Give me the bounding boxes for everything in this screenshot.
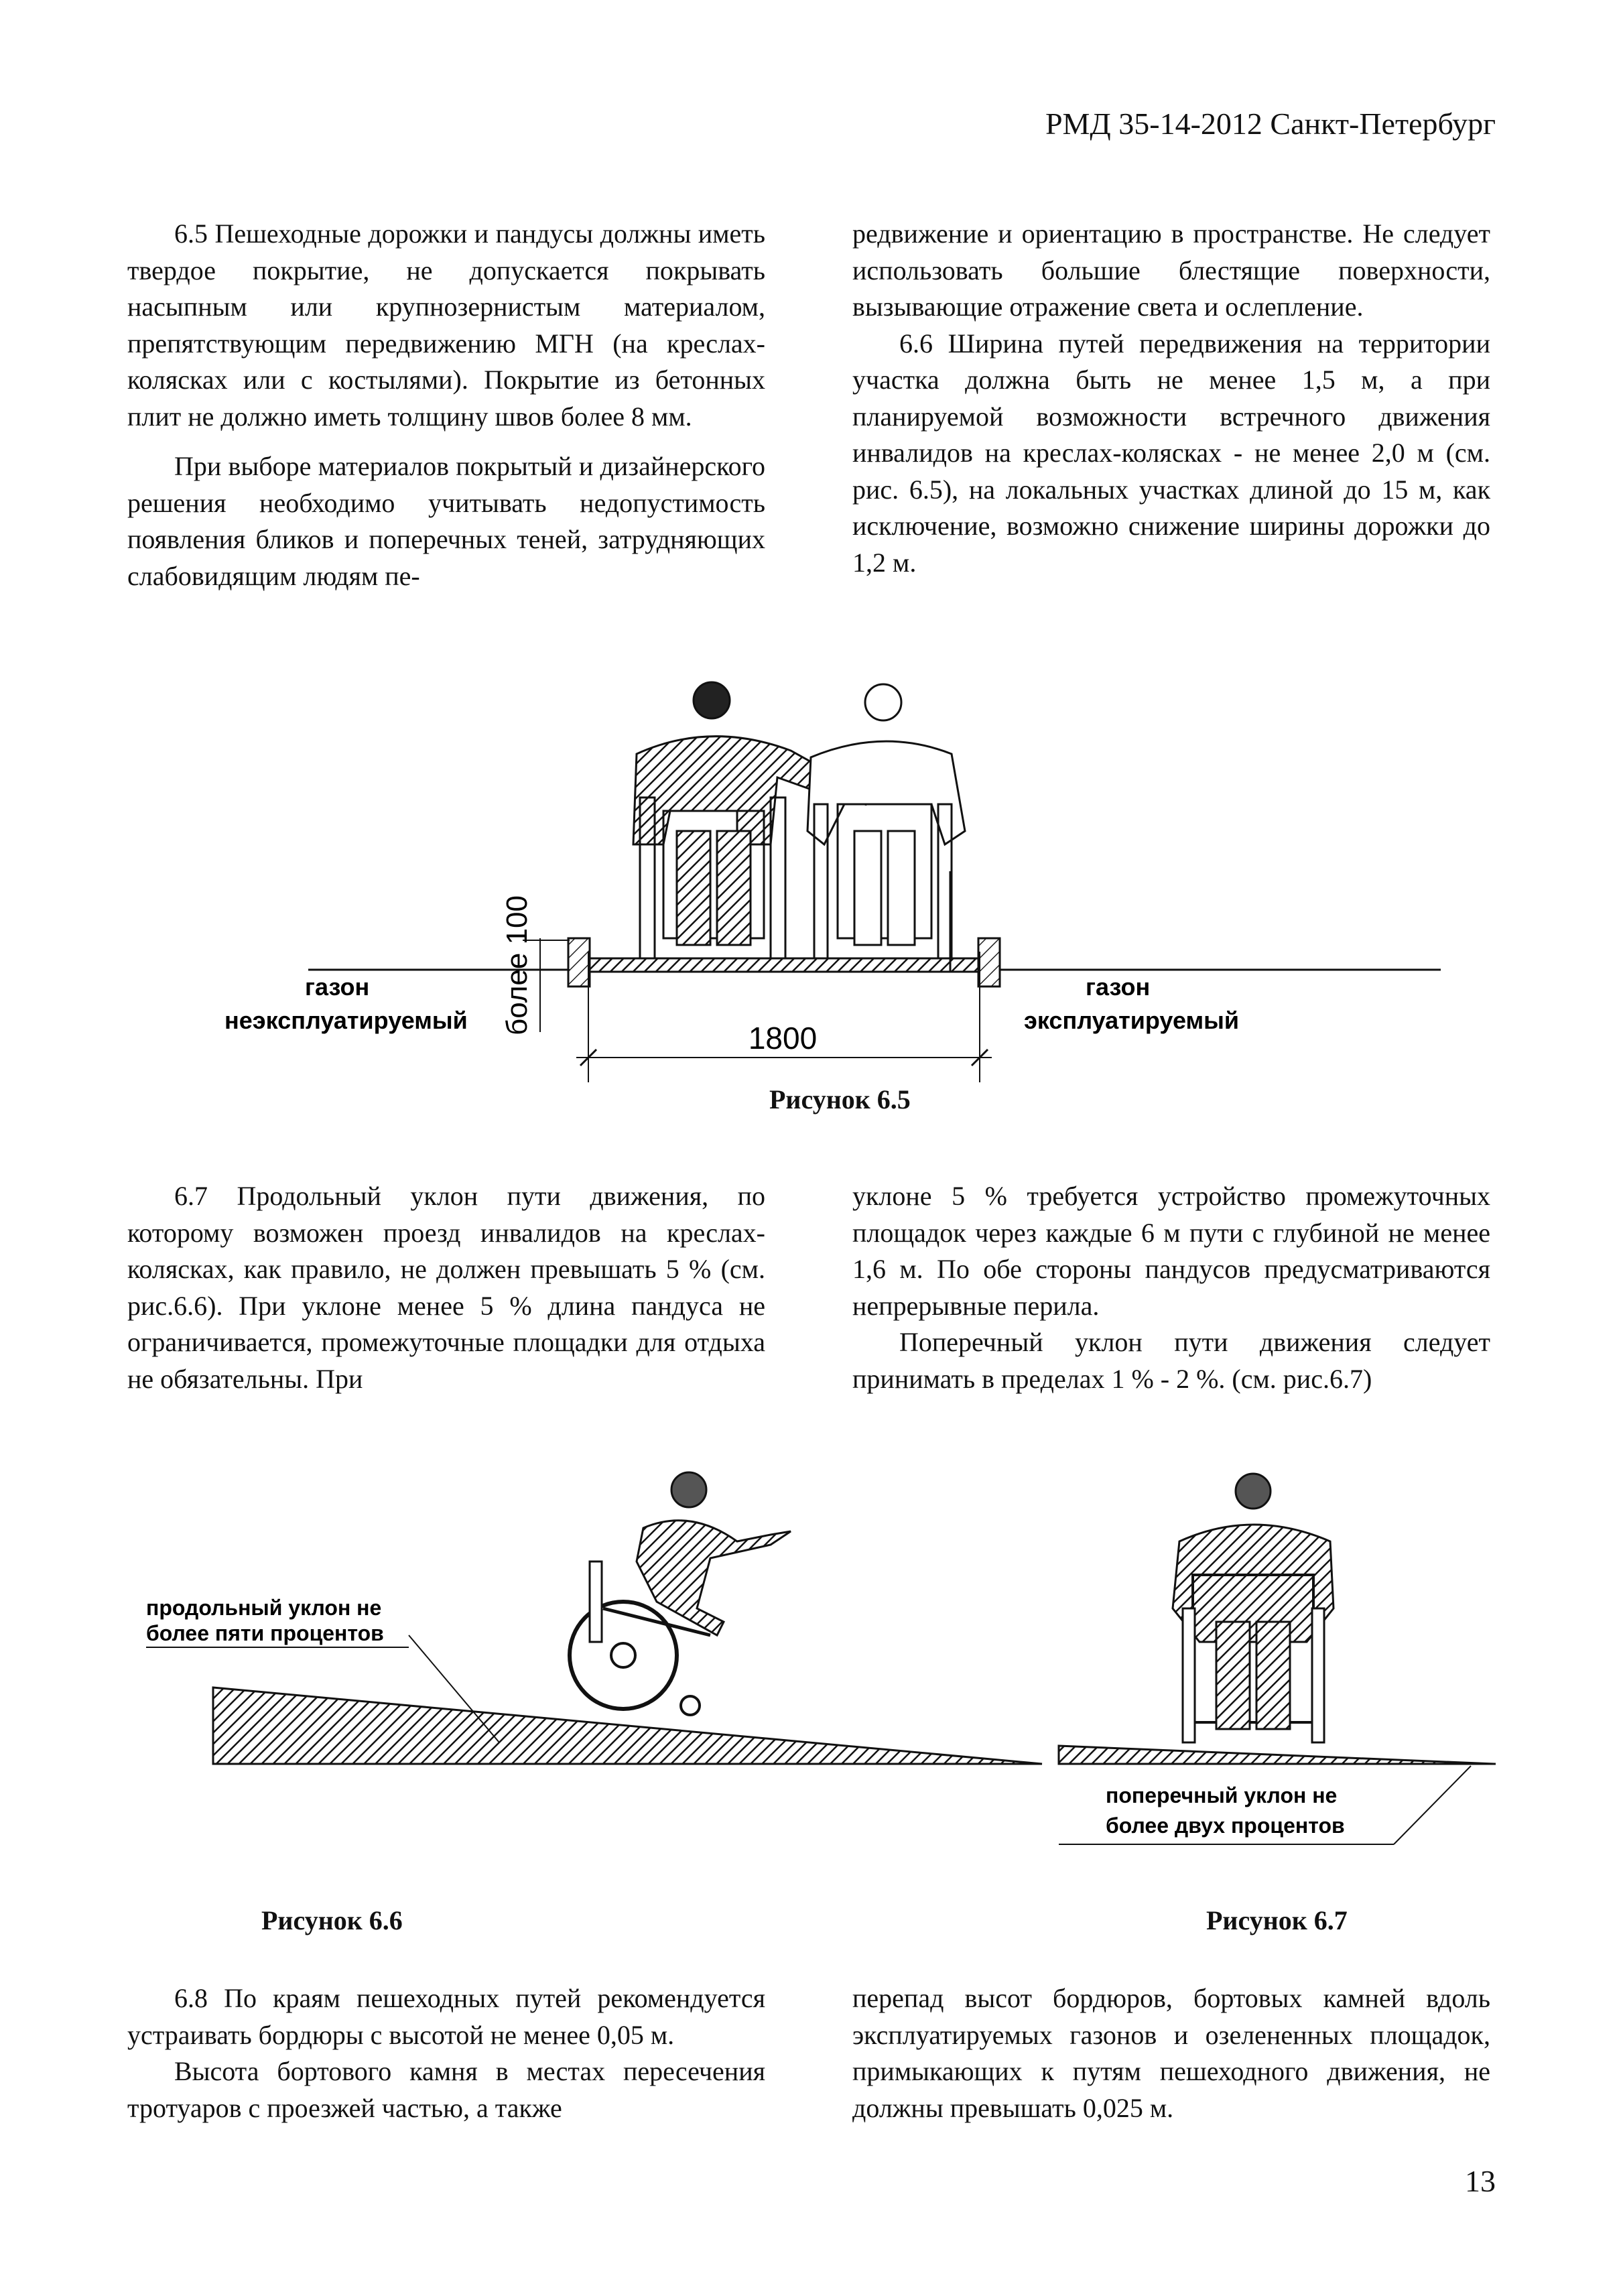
paragraph-materials: При выборе материалов покрытый и дизайнерского решения необходимо учитывать недопустимость появления бликов и поперечных теней, затрудняющих слабовидящим людям пе- — [127, 451, 765, 591]
text-column-right-2 — [852, 1178, 1490, 1397]
cross-slope-surface — [1059, 1746, 1494, 1764]
wheelchair-user-light — [807, 684, 965, 972]
label-cross-slope-1: поперечный уклон не — [1106, 1783, 1338, 1807]
text-column-left-2 — [127, 1178, 765, 1397]
lawn-right-label-2: эксплуатируемый — [1024, 1007, 1240, 1034]
paragraph-6-7: 6.7 Продольный уклон пути движения, по которому возможен проезд инвалидов на креслах-колясках, как правило, не должен превышать 5 % (см. рис.6.6). При уклоне менее 5 % длина пандуса не ограничивается, промежуточные площадки для отдыха не обязательны. При — [127, 1181, 765, 1394]
left-curb — [568, 938, 590, 986]
caption-figure-6-5: Рисунок 6.5 — [769, 1084, 911, 1114]
figures-6-6-6-7 — [0, 1441, 1623, 1870]
label-cross-slope-2: более двух процентов — [1106, 1813, 1345, 1838]
caption-figure-6-7: Рисунок 6.7 — [1206, 1905, 1348, 1935]
running-header: РМД 35-14-2012 Санкт-Петербург — [1045, 107, 1496, 141]
figure-6-5 — [0, 663, 1623, 1106]
lawn-left-label-1: газон — [305, 973, 370, 1001]
right-curb — [978, 938, 1000, 986]
text-column-right-1 — [852, 216, 1490, 581]
text-column-right-3 — [852, 1980, 1490, 2126]
dimension-height-label: более 100 — [501, 895, 533, 1035]
paragraph-curb-height: Высота бортового камня в местах пересечения тротуаров с проезжей частью, а также — [127, 2056, 765, 2123]
dimension-width-label: 1800 — [748, 1021, 818, 1056]
paragraph-cross-slope: Поперечный уклон пути движения следует принимать в пределах 1 % - 2 %. (см. рис.6.7) — [852, 1327, 1490, 1394]
page-number: 13 — [1465, 2164, 1496, 2198]
path-surface — [570, 958, 978, 972]
caption-figure-6-6: Рисунок 6.6 — [261, 1905, 403, 1935]
label-longitudinal-slope-2: более пяти процентов — [146, 1621, 384, 1645]
text-column-left-1 — [127, 216, 765, 594]
paragraph-6-8: 6.8 По краям пешеходных путей рекомендуется устраивать бордюры с высотой не менее 0,05 м. — [127, 1983, 765, 2050]
label-longitudinal-slope-1: продольный уклон не — [146, 1596, 382, 1620]
wheelchair-user-front — [1173, 1474, 1334, 1742]
paragraph-slope-5: уклоне 5 % требуется устройство промежуточных площадок через каждые 6 м пути с глубиной не менее 1,6 м. По обе стороны пандусов предусматриваются непрерывные перила. — [852, 1181, 1490, 1321]
paragraph-6-6: 6.6 Ширина путей передвижения на территории участка должна быть не менее 1,5 м, а при планируемой возможности встречного движения инвалидов на креслах-колясках - не менее 2,0 м (см. рис. 6.5), на локальных участках длиной до 15 м, как исключение, возможно снижение ширины дорожки до 1,2 м. — [852, 328, 1490, 578]
lawn-left-label-2: неэксплуатируемый — [224, 1007, 468, 1034]
paragraph-height-difference: перепад высот бордюров, бортовых камней вдоль эксплуатируемых газонов и озелененных площадок, примыкающих к путям пешеходного движения, не должны превышать 0,025 м. — [852, 1983, 1490, 2123]
wheelchair-user-ramp — [570, 1472, 791, 1715]
paragraph-continuation: редвижение и ориентацию в пространстве. Не следует использовать большие блестящие поверхности, вызывающие отражение света и ослепление. — [852, 218, 1490, 322]
lawn-right-label-1: газон — [1086, 973, 1151, 1001]
paragraph-6-5: 6.5 Пешеходные дорожки и пандусы должны иметь твердое покрытие, не допускается покрывать насыпным или крупнозернистым материалом, препятствующим передвижению МГН (на креслах-колясках или с костылями). Покрытие из бетонных плит не должно иметь толщину швов более 8 мм. — [127, 218, 765, 432]
text-column-left-3 — [127, 1980, 765, 2126]
